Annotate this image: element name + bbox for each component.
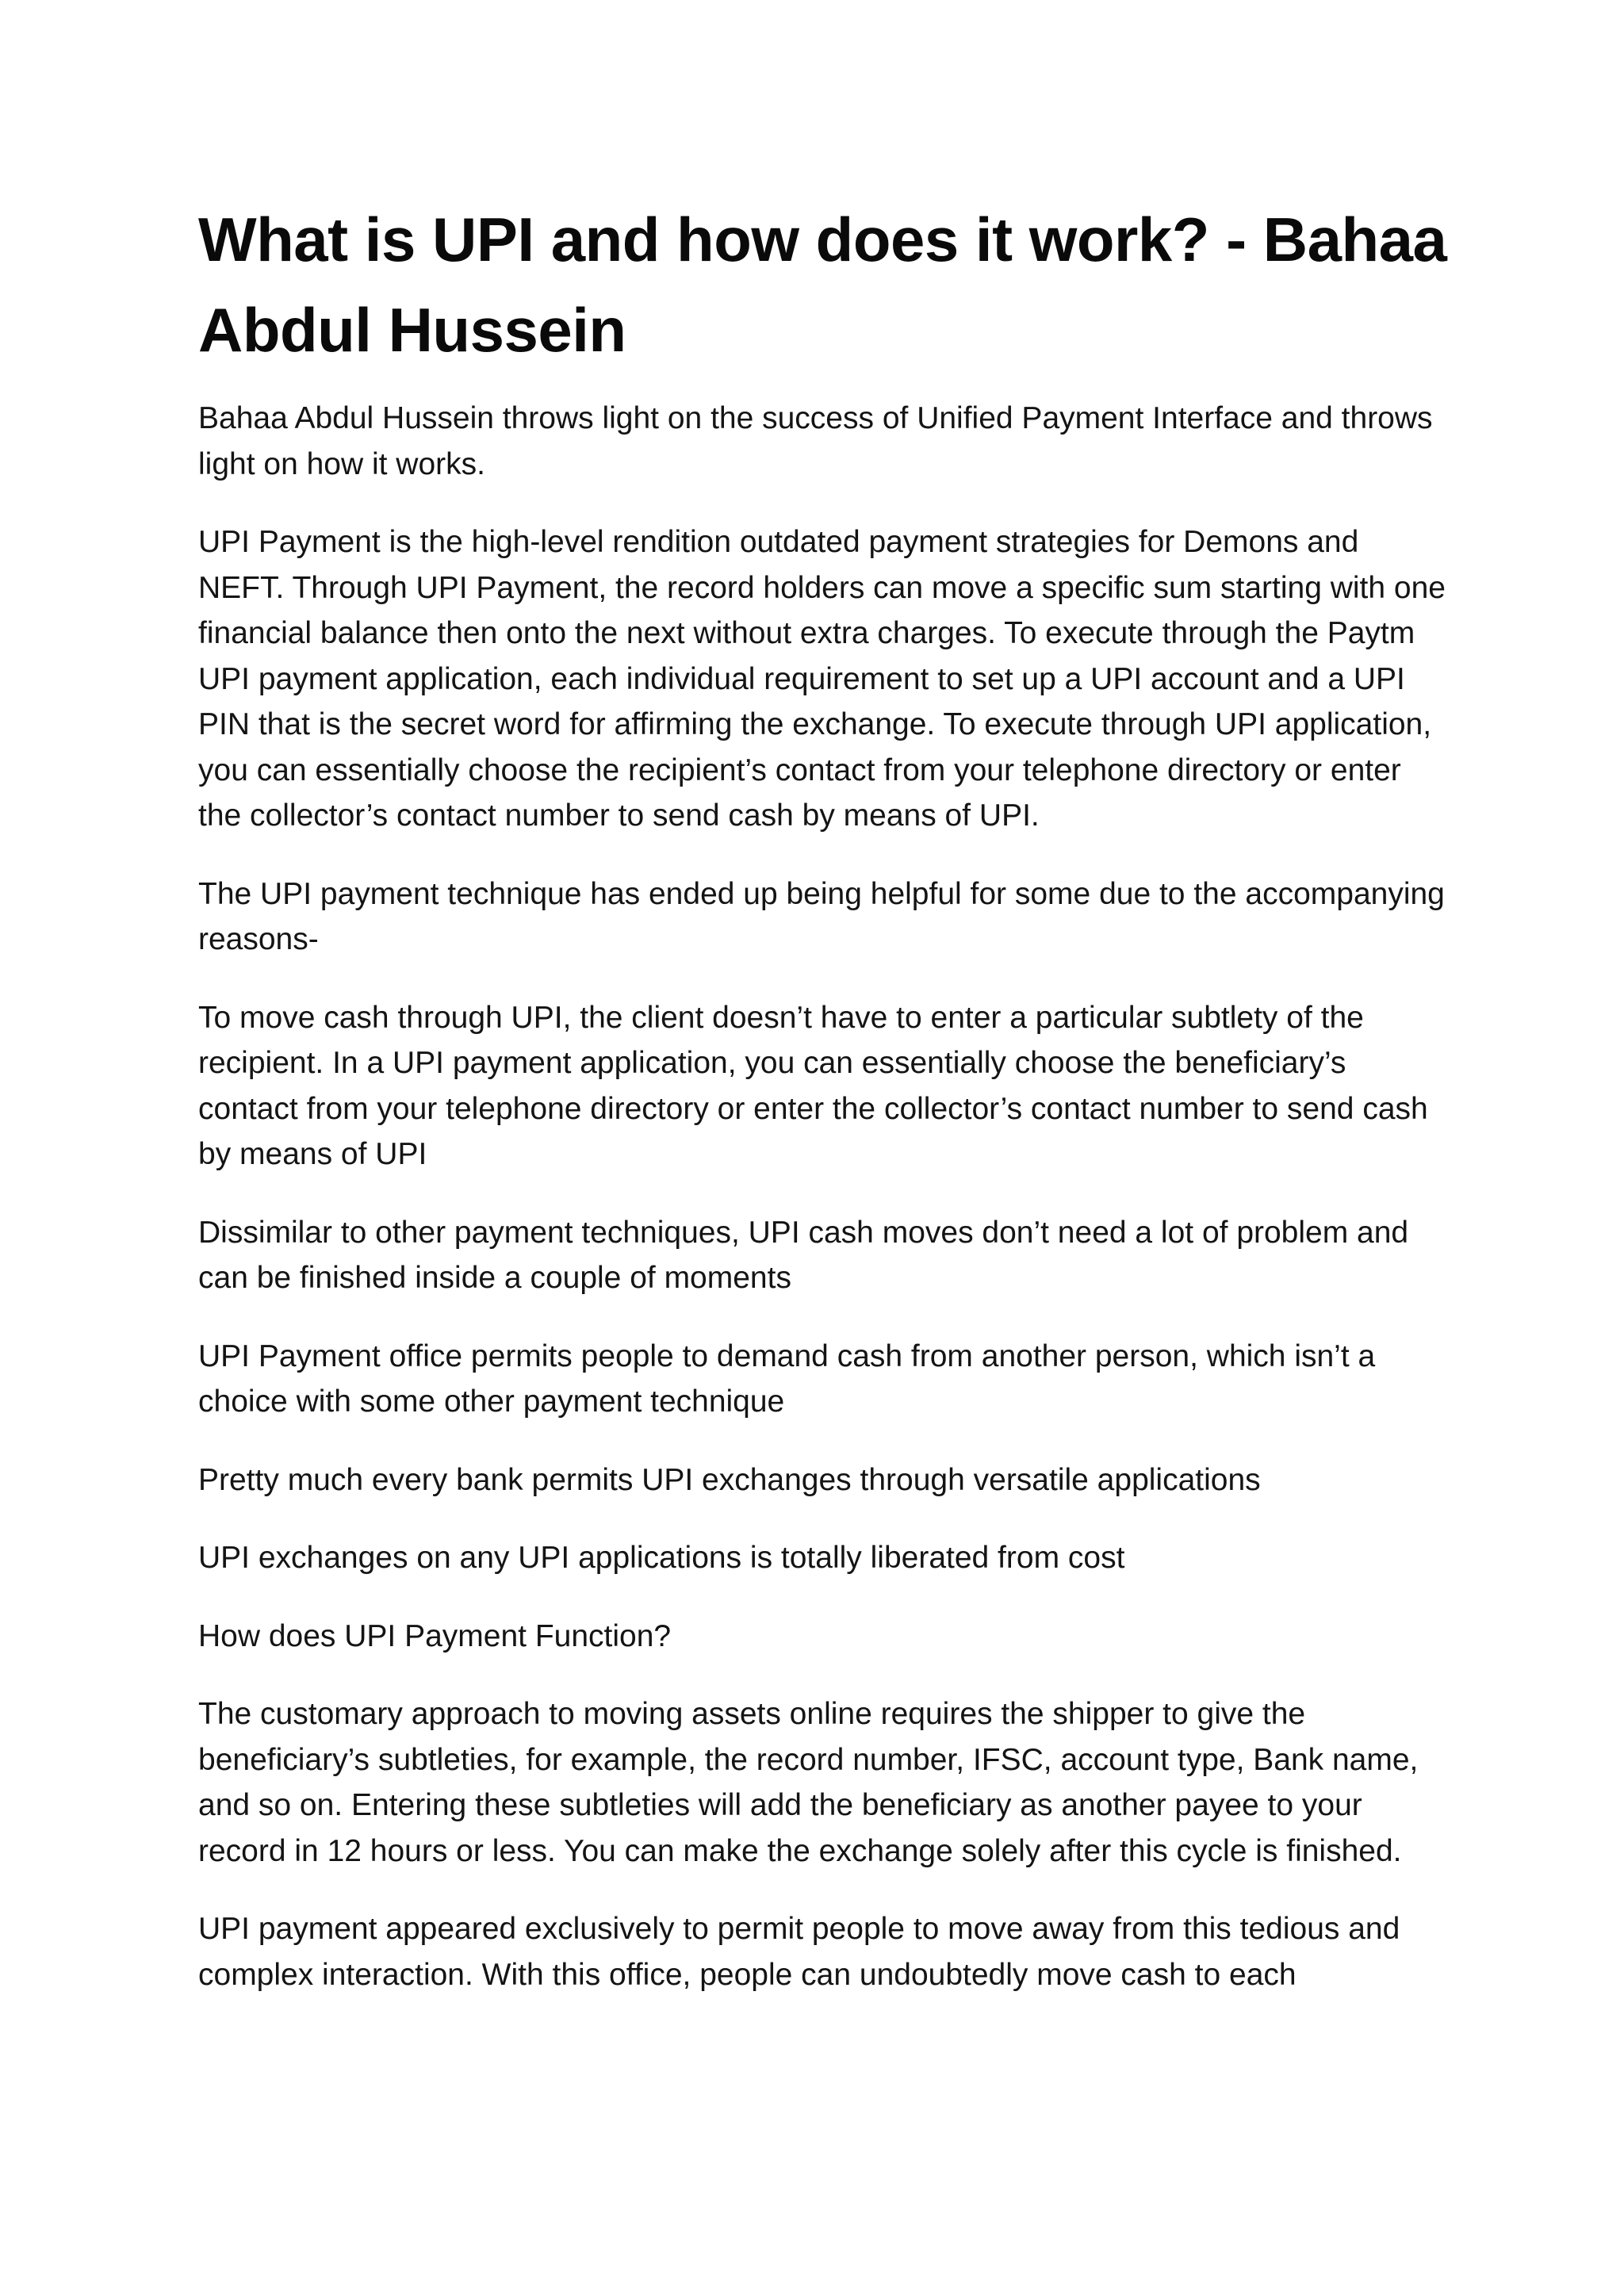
document-body — [198, 194, 1451, 2030]
paragraph-reason-cost: UPI exchanges on any UPI applications is totally liberated from cost — [198, 1541, 1125, 1575]
paragraph-reason-request: UPI Payment office permits people to demand cash from another person, which isn’t a choice with some other payment technique — [198, 1338, 1376, 1419]
paragraph-customary-approach: The customary approach to moving assets online requires the shipper to give the beneficiary’s subtleties, for example, the record number, IFSC, account type, Bank name, and so on. Entering these subtleties will add the beneficiary as another payee to your record in 12 hours or less. You can make the exchange solely after this cycle is finished. — [198, 1697, 1419, 1868]
paragraph-reason-recipient: To move cash through UPI, the client doesn’t have to enter a particular subtlety of the recipient. In a UPI payment application, you can essentially choose the beneficiary’s contact from your telephone directory or enter the collector’s contact number to send cash by means of UPI — [198, 1000, 1428, 1171]
paragraph-reason-banks: Pretty much every bank permits UPI exchanges through versatile applications — [198, 1462, 1261, 1497]
paragraph-reason-speed: Dissimilar to other payment techniques, UPI cash moves don’t need a lot of problem and can be finished inside a couple of moments — [198, 1215, 1409, 1295]
paragraph-upi-appeared: UPI payment appeared exclusively to permit people to move away from this tedious and complex interaction. With this office, people can undoubtedly move cash to each — [198, 1912, 1400, 1992]
paragraph-upi-overview: UPI Payment is the high-level rendition outdated payment strategies for Demons and NEFT. Through UPI Payment, the record holders can move a specific sum starting with one financial balance then onto the next without extra charges. To execute through the Paytm UPI payment application, each individual requirement to set up a UPI account and a UPI PIN that is the secret word for affirming the exchange. To execute through UPI application, you can essentially choose the recipient’s contact from your telephone directory or enter the collector’s contact number to send cash by means of UPI. — [198, 525, 1446, 833]
paragraph-how-heading: How does UPI Payment Function? — [198, 1618, 672, 1653]
paragraph-intro: Bahaa Abdul Hussein throws light on the success of Unified Payment Interface and throws light on how it works. — [198, 401, 1433, 481]
paragraph-reasons-intro: The UPI payment technique has ended up being helpful for some due to the accompanying reasons- — [198, 876, 1445, 956]
document-title: What is UPI and how does it work? - Bahaa Abdul Hussein — [198, 205, 1447, 365]
